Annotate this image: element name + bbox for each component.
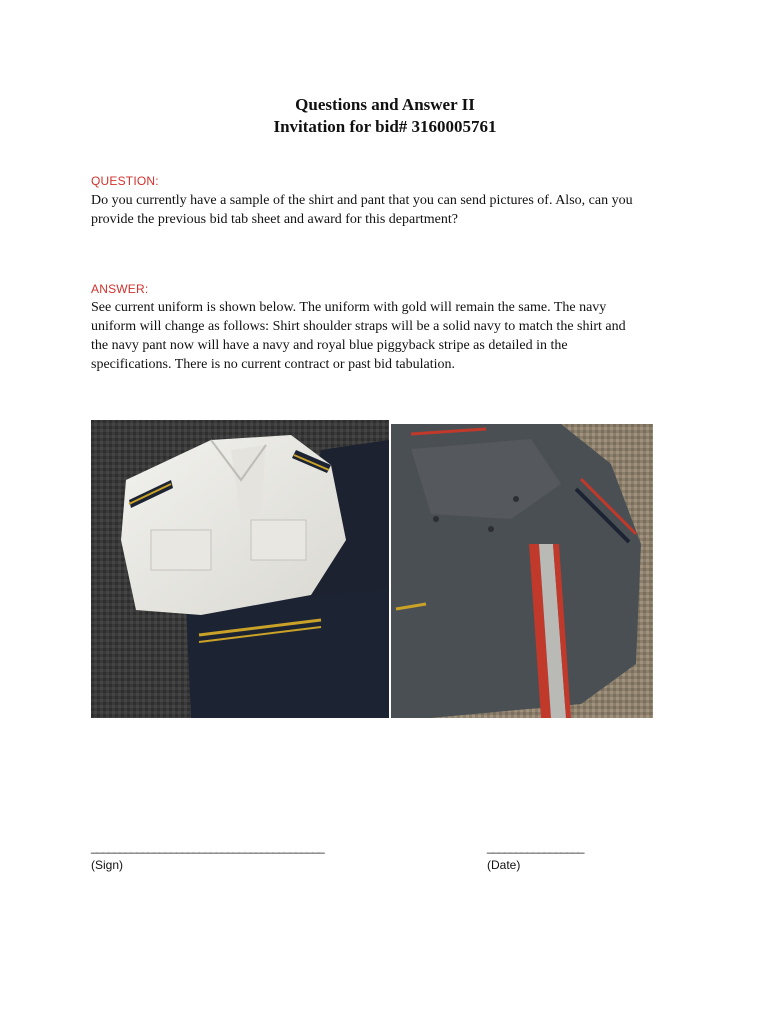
document-subtitle: Invitation for bid# 3160005761: [273, 117, 497, 136]
answer-label: ANSWER:: [91, 282, 149, 296]
document-title: Questions and Answer II: [295, 95, 475, 114]
sign-line: _________________________________________: [91, 840, 324, 854]
answer-text: [91, 298, 691, 374]
sign-label: (Sign): [91, 858, 124, 872]
answer-line: specifications. There is no current contract or past bid tabulation.: [91, 357, 456, 372]
uniform-photo-white-shirt: [91, 420, 389, 718]
uniform-photo-gray-shirt-red-trim-icon: [391, 424, 653, 718]
question-text: [91, 191, 691, 229]
date-label: (Date): [487, 858, 521, 872]
answer-line: uniform will change as follows: Shirt shoulder straps will be a solid navy to match the shirt and: [91, 319, 626, 334]
date-line: _________________: [487, 840, 584, 854]
question-line: Do you currently have a sample of the shirt and pant that you can send pictures of. Also, can you: [91, 193, 633, 208]
answer-line: the navy pant now will have a navy and royal blue piggyback stripe as detailed in the: [91, 338, 568, 353]
uniform-photo-white-shirt-gold-trim-icon: [91, 420, 389, 718]
question-line: provide the previous bid tab sheet and award for this department?: [91, 212, 458, 227]
answer-line: See current uniform is shown below. The uniform with gold will remain the same. The navy: [91, 300, 607, 315]
uniform-photo-gray-shirt: [391, 424, 653, 718]
question-label: QUESTION:: [91, 174, 159, 188]
